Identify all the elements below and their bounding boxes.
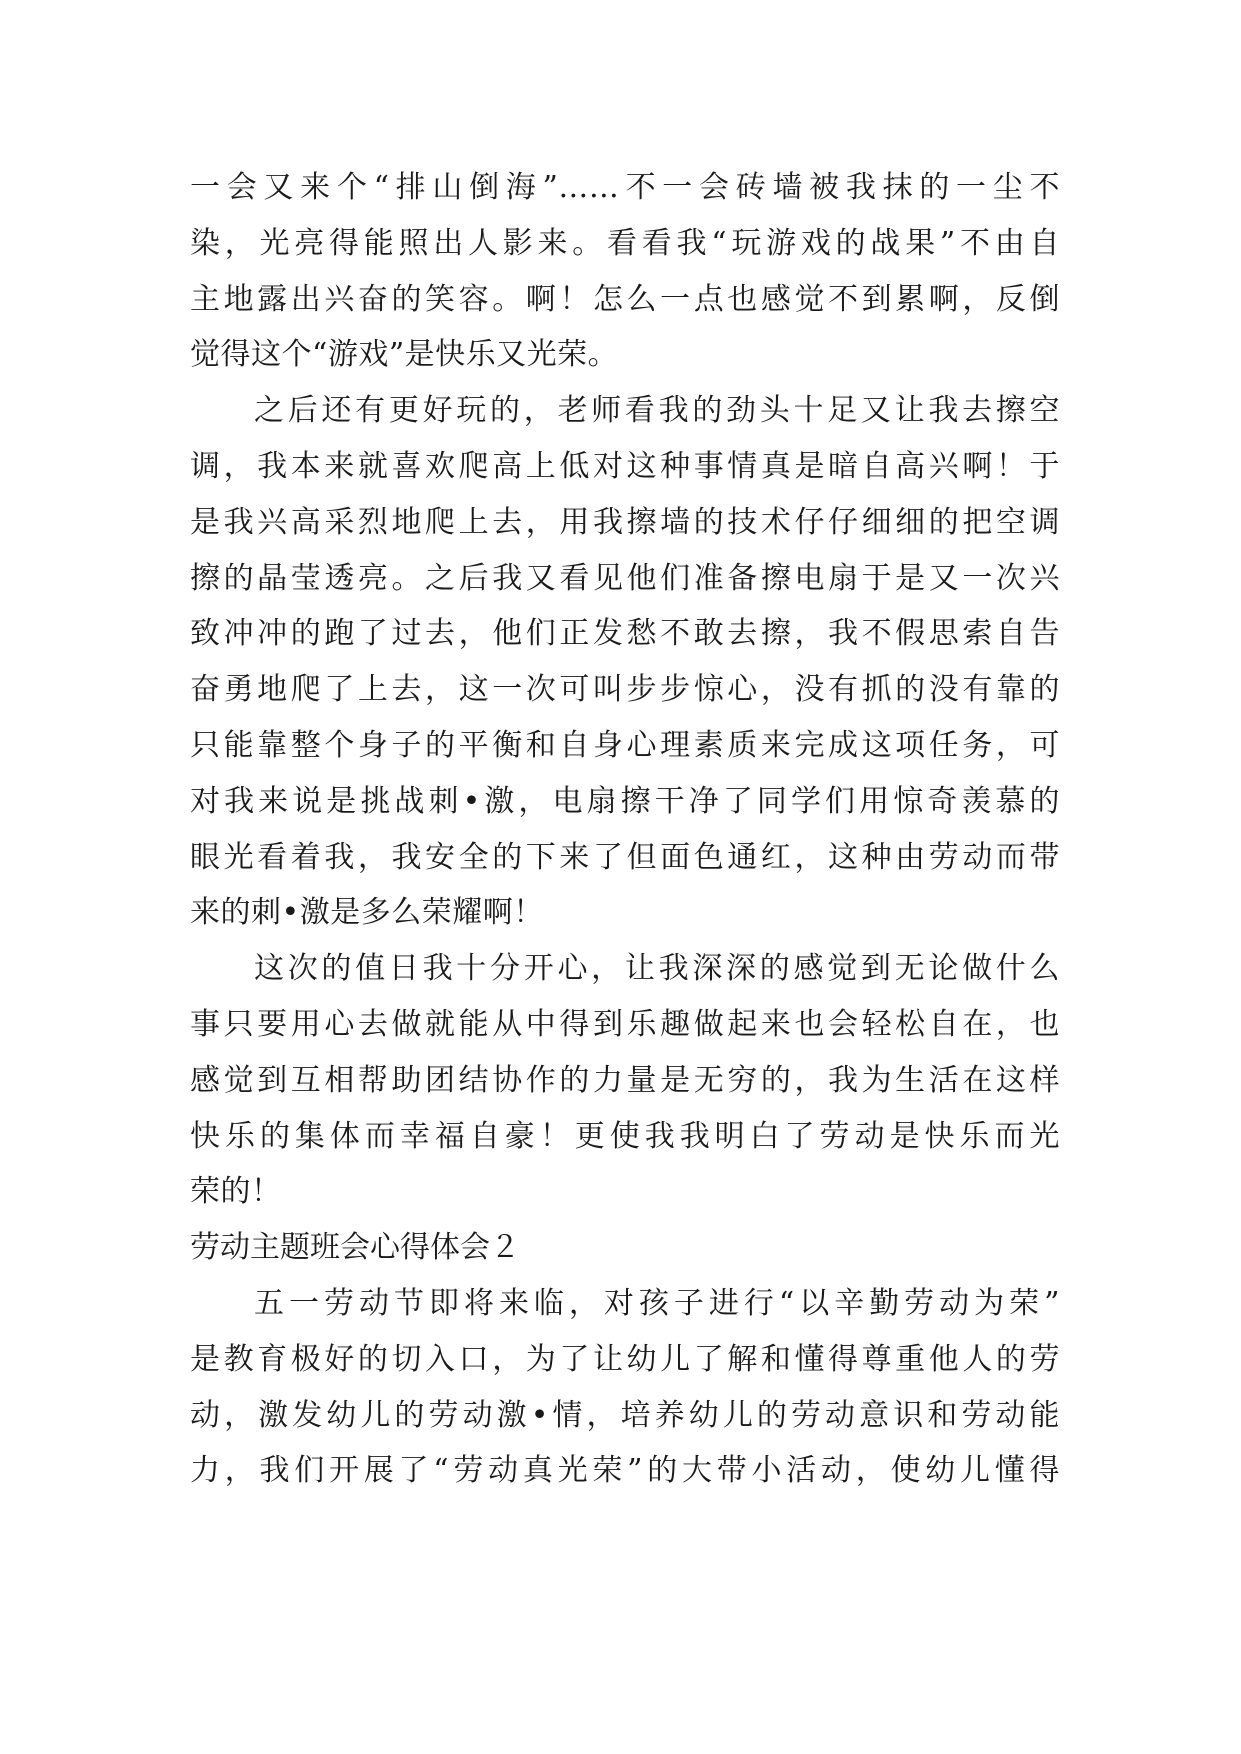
text-line: 动，激发幼儿的劳动激•情，培养幼儿的劳动意识和劳动能: [190, 1397, 1060, 1433]
text-line: 感觉到互相帮助团结协作的力量是无穷的，我为生活在这样: [190, 1062, 1060, 1098]
text-line: 调，我本来就喜欢爬高上低对这种事情真是暗自高兴啊！于: [190, 448, 1060, 484]
document-body: [190, 160, 1060, 1499]
text-line: 来的刺•激是多么荣耀啊！: [190, 895, 544, 931]
text-line: 一会又来个“排山倒海”……不一会砖墙被我抹的一尘不: [190, 170, 1060, 205]
text-line: 事只要用心去做就能从中得到乐趣做起来也会轻松自在，也: [190, 1006, 1060, 1042]
text-line: 擦的晶莹透亮。之后我又看见他们准备擦电扇于是又一次兴: [190, 560, 1060, 596]
text-line: 只能靠整个身子的平衡和自身心理素质来完成这项任务，可: [190, 727, 1060, 763]
text-line: 奋勇地爬了上去，这一次可叫步步惊心，没有抓的没有靠的: [190, 672, 1060, 708]
text-line: 是我兴高采烈地爬上去，用我擦墙的技术仔仔细细的把空调: [190, 504, 1060, 540]
text-line: 对我来说是挑战刺•激，电扇擦干净了同学们用惊奇羡慕的: [190, 783, 1060, 819]
text-line: 荣的！: [190, 1174, 282, 1210]
paragraph-first-line: 之后还有更好玩的，老师看我的劲头十足又让我去擦空: [254, 393, 1060, 429]
paragraph-first-line: 这次的值日我十分开心，让我深深的感觉到无论做什么: [254, 951, 1060, 987]
paragraph-first-line: 五一劳动节即将来临，对孩子进行“以辛勤劳动为荣”: [254, 1285, 1060, 1321]
text-line: 染，光亮得能照出人影来。看看我“玩游戏的战果”不由自: [190, 225, 1060, 261]
text-line: 快乐的集体而幸福自豪！更使我我明白了劳动是快乐而光: [190, 1118, 1060, 1154]
text-line: 眼光看着我，我安全的下来了但面色通红，这种由劳动而带: [190, 839, 1060, 875]
section-heading: 劳动主题班会心得体会２: [190, 1230, 520, 1266]
text-line: 致冲冲的跑了过去，他们正发愁不敢去擦，我不假思索自告: [190, 616, 1060, 652]
text-line: 主地露出兴奋的笑容。啊！怎么一点也感觉不到累啊，反倒: [190, 281, 1060, 317]
text-line: 是教育极好的切入口，为了让幼儿了解和懂得尊重他人的劳: [190, 1341, 1060, 1377]
text-line: 力，我们开展了“劳动真光荣”的大带小活动，使幼儿懂得: [190, 1453, 1060, 1489]
text-line: 觉得这个“游戏”是快乐又光荣。: [190, 337, 619, 373]
